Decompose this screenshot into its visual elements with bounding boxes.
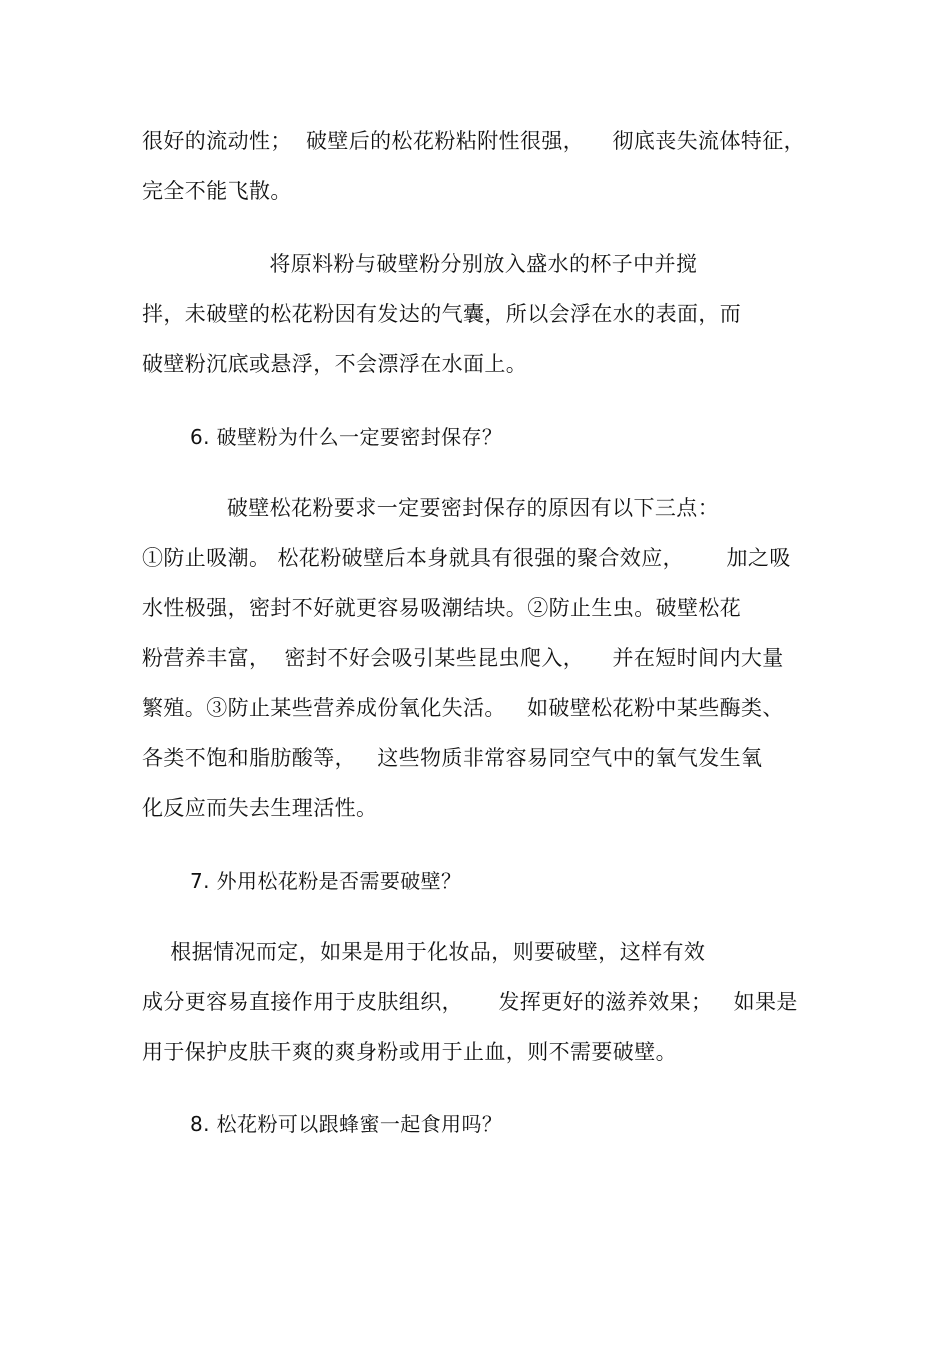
body-text-line: 各类不饱和脂肪酸等， 这些物质非常容易同空气中的氧气发生氧 — [142, 746, 763, 770]
body-text-line: 水性极强，密封不好就更容易吸潮结块。②防止生虫。破壁松花 — [142, 596, 742, 620]
question-heading-8: 8. 松花粉可以跟蜂蜜一起食用吗？ — [190, 1112, 503, 1136]
body-text-line: 破壁松花粉要求一定要密封保存的原因有以下三点： — [142, 496, 720, 520]
body-text-line: 根据情况而定，如果是用于化妆品，则要破壁，这样有效 — [142, 940, 706, 964]
question-heading-6: 6. 破壁粉为什么一定要密封保存？ — [190, 425, 503, 449]
body-text-line: ①防止吸潮。 松花粉破壁后本身就具有很强的聚合效应， 加之吸 — [142, 546, 791, 570]
body-text-line: 繁殖。③防止某些营养成份氧化失活。 如破壁松花粉中某些酶类、 — [142, 696, 784, 720]
body-text-line: 化反应而失去生理活性。 — [142, 796, 378, 820]
body-text-line: 破壁粉沉底或悬浮，不会漂浮在水面上。 — [142, 352, 528, 376]
body-text-line: 粉营养丰富， 密封不好会吸引某些昆虫爬入， 并在短时间内大量 — [142, 646, 784, 670]
body-text-line: 成分更容易直接作用于皮肤组织， 发挥更好的滋养效果； 如果是 — [142, 990, 798, 1014]
body-text-line: 用于保护皮肤干爽的爽身粉或用于止血，则不需要破壁。 — [142, 1040, 677, 1064]
question-heading-7: 7. 外用松花粉是否需要破壁？ — [190, 869, 462, 893]
body-text-line: 完全不能飞散。 — [142, 179, 292, 203]
body-text-line: 很好的流动性； 破壁后的松花粉粘附性很强， 彻底丧失流体特征， — [142, 129, 806, 153]
body-text-line: 拌，未破壁的松花粉因有发达的气囊，所以会浮在水的表面，而 — [142, 302, 742, 326]
body-text-line: 将原料粉与破壁粉分别放入盛水的杯子中并搅 — [142, 252, 698, 276]
